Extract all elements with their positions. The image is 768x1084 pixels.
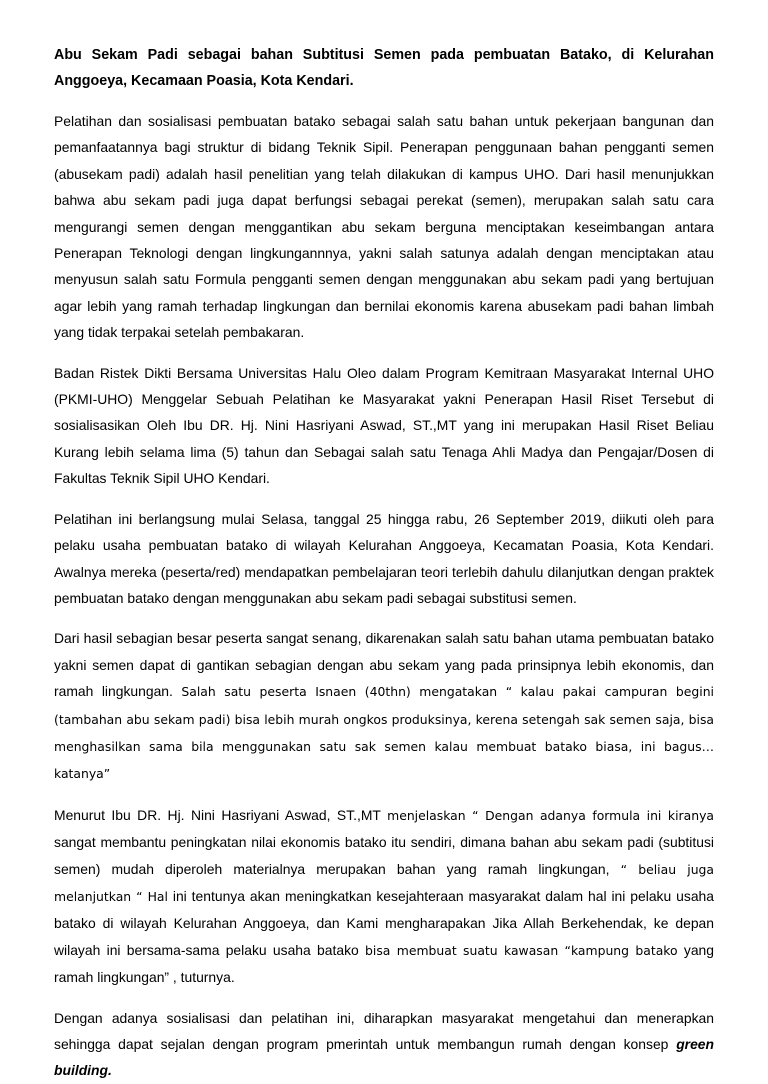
paragraph-5-body: sangat membantu peningkatan nilai ekonomis batako itu sendiri, dimana bahan abu sekam padi (subtitusi semen) mudah diperoleh materialnya merupakan bahan yang ramah lingkungan, [54,834,714,877]
paragraph-5 [54,802,714,991]
document [54,42,714,1084]
paragraph-4-text: Dari hasil sebagian besar peserta sangat senang, dikarenakan salah satu bahan utama pembuatan batako yakni semen dapat di gantikan sebagian dengan abu sekam yang pada prinsipnya lebih ekonomis, dan ramah lingkungan. [54,630,714,700]
paragraph-6 [54,1005,714,1084]
paragraph-6-text: Dengan adanya sosialisasi dan pelatihan ini, diharapkan masyarakat mengetahui dan menerapkan sehingga dapat sejalan dengan program pmerintah untuk membangun rumah dengan konsep [54,1009,714,1052]
paragraph-5-verb: menjelaskan “ Dengan adanya formula ini kiranya [387,807,714,823]
paragraph-5-lead: Menurut Ibu DR. Hj. Nini Hasriyani Aswad, ST.,MT [54,806,381,823]
participant-quote: Salah satu peserta Isnaen (40thn) mengatakan “ kalau pakai campuran begini (tambahan abu sekam padi) bisa lebih murah ongkos produksinya, kerena setengah sak semen saja, bisa menghasilkan sama bila menggunakan satu sak semen kalau membuat batako biasa, ini bagus… katanya” [54,684,714,782]
green-building-emphasis: green building. [54,1036,715,1079]
paragraph-5-ending: yang ramah lingkungan” , tuturnya. [54,941,715,986]
paragraph-5-body-2: ini tentunya akan meningkatkan kesejahteraan masyarakat dalam hal ini pelaku usaha batako di wilayah Kelurahan Anggoeya, dan Kami mengharapakan Jika Allah Berkehendak, ke depan wilayah ini bersama-sama pelaku usaha batako [54,887,714,958]
paragraph-5-continued: “ beliau juga melanjutkan “ Hal [54,861,715,904]
paragraph-5-quote-tail: bisa membuat suatu kawasan “kampung batako [365,942,678,958]
paragraph-1: Pelatihan dan sosialisasi pembuatan batako sebagai salah satu bahan untuk pekerjaan bangunan dan pemanfaatannya bagi struktur di bidang Teknik Sipil. Penerapan penggunaan bahan pengganti semen (abusekam padi) adalah hasil penelitian yang telah dilakukan di kampus UHO. Dari hasil menunjukkan bahwa abu sekam padi juga dapat berfungsi sebagai perekat (semen), merupakan salah satu cara mengurangi semen dengan menggantikan abu sekam berguna menciptakan keseimbangan antara Penerapan Teknologi dengan lingkungannnya, yakni salah satunya adalah dengan menciptakan atau menyusun salah satu Formula pengganti semen dengan menggunakan abu sekam padi yang bertujuan agar lebih yang ramah terhadap lingkungan dan bernilai ekonomis karena abusekam padi bahan limbah yang tidak terpakai setelah pembakaran. [54,113,714,341]
paragraph-3: Pelatihan ini berlangsung mulai Selasa, tanggal 25 hingga rabu, 26 September 2019, diikuti oleh para pelaku usaha pembuatan batako di wilayah Kelurahan Anggoeya, Kecamatan Poasia, Kota Kendari. Awalnya mereka (peserta/red) mendapatkan pembelajaran teori terlebih dahulu dilanjutkan dengan praktek pembuatan batako dengan menggunakan abu sekam padi sebagai substitusi semen. [54,510,714,606]
paragraph-4 [54,625,714,787]
document-title: Abu Sekam Padi sebagai bahan Subtitusi Semen pada pembuatan Batako, di Kelurahan Anggoeya, Kecamaan Poasia, Kota Kendari. [54,47,714,89]
paragraph-2: Badan Ristek Dikti Bersama Universitas Halu Oleo dalam Program Kemitraan Masyarakat Internal UHO (PKMI-UHO) Menggelar Sebuah Pelatihan ke Masyarakat yakni Penerapan Hasil Riset Tersebut di sosialisasikan Oleh Ibu DR. Hj. Nini Hasriyani Aswad, ST.,MT yang ini merupakan Hasil Riset Beliau Kurang lebih selama lima (5) tahun dan Sebagai salah satu Tenaga Ahli Madya dan Pengajar/Dosen di Fakultas Teknik Sipil UHO Kendari. [54,364,714,487]
